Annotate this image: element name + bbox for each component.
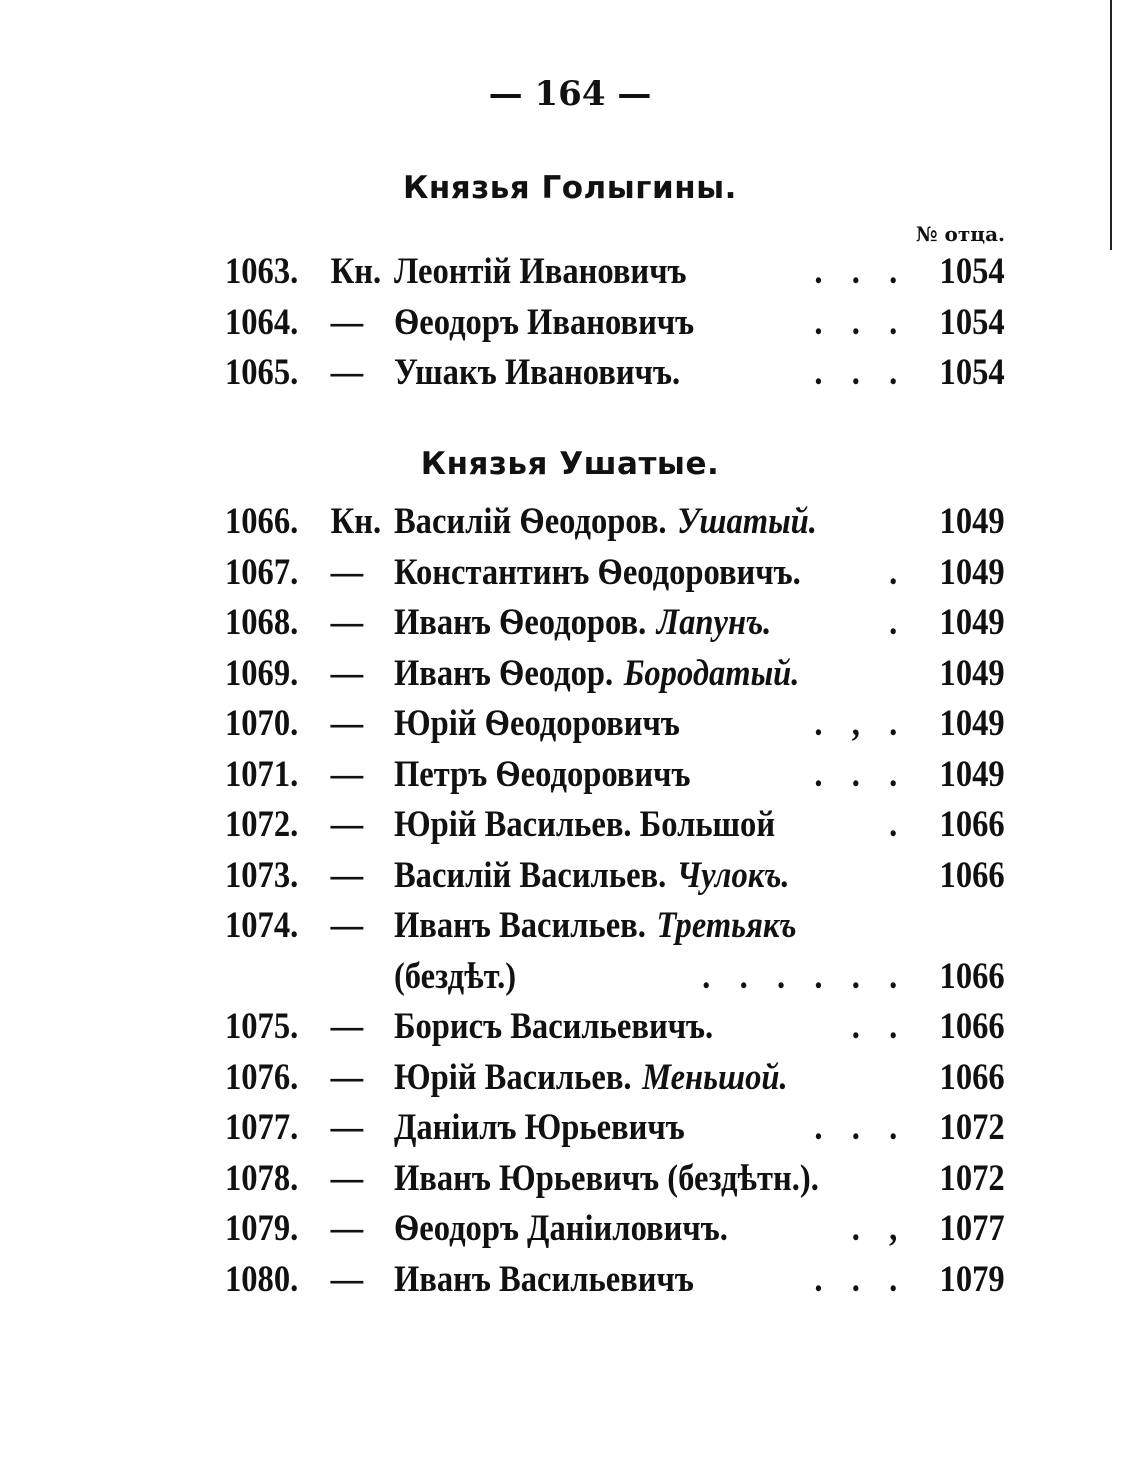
- entry-number: 1064.: [225, 301, 299, 343]
- column-header-father-number: № отца.: [915, 222, 1005, 246]
- entry-name: (бездѣт.): [393, 955, 517, 997]
- entry-nickname: Чулокъ.: [676, 854, 790, 896]
- entry-father-number: 1079: [939, 1258, 1005, 1300]
- entry-father-number: 1066: [939, 1056, 1005, 1098]
- entry-nickname: Меньшой.: [642, 1056, 788, 1098]
- entry-name: Юрій Васильев.: [393, 1056, 632, 1098]
- entry-name: Василій Васильев.: [393, 854, 667, 896]
- entry-father-number: 1054: [939, 352, 1005, 393]
- entry-name: Ѳеодоръ Ивановичъ: [393, 301, 695, 343]
- entry-row: [225, 1056, 1005, 1107]
- entry-father-number: 1049: [939, 501, 1005, 542]
- entry-row: [225, 551, 1005, 602]
- entry-number: 1071.: [225, 753, 299, 795]
- entry-row: [225, 500, 1005, 551]
- entry-name: Иванъ Юрьевичъ (бездѣтн.).: [393, 1157, 819, 1199]
- entry-prefix: —: [330, 551, 364, 593]
- entry-row: [225, 1157, 1005, 1208]
- entry-row: [225, 702, 1005, 753]
- entry-number: 1068.: [225, 602, 299, 643]
- entry-nickname: Бородатый.: [623, 652, 800, 694]
- section-title-golygin: Князья Голыгины.: [403, 170, 737, 206]
- entry-leader-dots: . . .: [814, 1258, 908, 1300]
- entry-prefix: —: [330, 1107, 364, 1148]
- entry-row: [225, 1207, 1005, 1258]
- entry-prefix: —: [330, 602, 364, 643]
- entry-name: Иванъ Васильевичъ: [393, 1258, 694, 1300]
- entry-prefix: —: [330, 703, 364, 744]
- entry-prefix: —: [330, 804, 364, 845]
- entry-list-golygin: [225, 250, 1005, 402]
- entry-father-number: 1072: [939, 1107, 1005, 1148]
- entry-prefix: —: [330, 1157, 364, 1199]
- entry-prefix: —: [330, 1006, 364, 1047]
- entry-name: Даніилъ Юрьевичъ: [393, 1107, 685, 1148]
- entry-prefix: —: [330, 301, 364, 343]
- entry-name: Иванъ Ѳеодор.: [393, 652, 614, 694]
- entry-leader-dots: . . .: [814, 1107, 908, 1148]
- entry-name: Петръ Ѳеодоровичъ: [393, 753, 691, 795]
- entry-row: [225, 250, 1005, 301]
- entry-leader-dots: . . . . . .: [702, 955, 908, 997]
- entry-prefix: —: [330, 1056, 364, 1098]
- entry-row: [225, 1005, 1005, 1056]
- entry-leader-dots: . , .: [814, 703, 908, 744]
- entry-name: Константинъ Ѳеодоровичъ.: [393, 551, 801, 593]
- entry-father-number: 1077: [939, 1208, 1005, 1249]
- entry-leader-dots: .: [889, 804, 908, 845]
- entry-father-number: 1049: [939, 551, 1005, 593]
- entry-number: 1079.: [225, 1208, 299, 1249]
- entry-prefix: —: [330, 905, 364, 946]
- entry-number: 1076.: [225, 1056, 299, 1098]
- entry-row: [225, 904, 1005, 955]
- entry-number: 1065.: [225, 352, 299, 393]
- entry-row: [225, 652, 1005, 703]
- entry-name: Иванъ Ѳеодоров.: [393, 602, 647, 643]
- entry-prefix: —: [330, 352, 364, 393]
- entry-name: Леонтій Ивановичъ: [393, 251, 687, 292]
- entry-prefix: —: [330, 753, 364, 795]
- section-title-ushatye: Князья Ушатые.: [420, 446, 720, 482]
- entry-number: 1063.: [225, 251, 299, 292]
- entry-prefix: —: [330, 854, 364, 896]
- entry-row: [225, 803, 1005, 854]
- entry-leader-dots: . . .: [814, 753, 908, 795]
- entry-row: [225, 955, 1005, 1006]
- entry-nickname: Лапунъ.: [656, 602, 772, 643]
- entry-leader-dots: . . .: [814, 251, 908, 292]
- entry-row: [225, 301, 1005, 352]
- entry-number: 1075.: [225, 1006, 299, 1047]
- page-number: — 164 —: [488, 74, 652, 114]
- entry-prefix: Кн.: [330, 501, 382, 542]
- entry-number: 1072.: [225, 804, 299, 845]
- entry-name: Иванъ Васильев.: [393, 905, 646, 946]
- entry-father-number: 1049: [939, 602, 1005, 643]
- entry-number: 1067.: [225, 551, 299, 593]
- entry-leader-dots: .: [889, 602, 908, 643]
- entry-name: Борисъ Васильевичъ.: [393, 1006, 714, 1047]
- entry-name: Василій Ѳеодоров.: [393, 501, 667, 542]
- entry-row: [225, 1258, 1005, 1309]
- entry-father-number: 1054: [939, 251, 1005, 292]
- entry-nickname: Третьякъ: [656, 905, 797, 946]
- entry-leader-dots: . . .: [814, 301, 908, 343]
- entry-row: [225, 753, 1005, 804]
- entry-prefix: —: [330, 1258, 364, 1300]
- entry-leader-dots: . . .: [814, 352, 908, 393]
- entry-leader-dots: . ,: [851, 1208, 908, 1249]
- entry-leader-dots: . .: [851, 1006, 908, 1047]
- entry-father-number: 1066: [939, 1006, 1005, 1047]
- entry-number: 1080.: [225, 1258, 299, 1300]
- entry-list-ushatye: [225, 500, 1005, 1308]
- entry-row: [225, 601, 1005, 652]
- entry-prefix: Кн.: [330, 251, 382, 292]
- entry-father-number: 1054: [939, 301, 1005, 343]
- entry-prefix: —: [330, 652, 364, 694]
- entry-number: 1073.: [225, 854, 299, 896]
- entry-name: Юрій Васильев. Большой: [393, 804, 776, 845]
- entry-nickname: Ушатый.: [677, 501, 817, 542]
- entry-prefix: —: [330, 1208, 364, 1249]
- entry-father-number: 1049: [939, 652, 1005, 694]
- entry-number: 1066.: [225, 501, 299, 542]
- entry-father-number: 1049: [939, 703, 1005, 744]
- entry-father-number: 1066: [939, 854, 1005, 896]
- entry-name: Ѳеодоръ Даніиловичъ.: [393, 1208, 728, 1249]
- entry-name: Юрій Ѳеодоровичъ: [393, 703, 680, 744]
- entry-number: 1077.: [225, 1107, 299, 1148]
- entry-row: [225, 854, 1005, 905]
- entry-father-number: 1066: [939, 955, 1005, 997]
- entry-number: 1070.: [225, 703, 299, 744]
- entry-row: [225, 351, 1005, 402]
- entry-father-number: 1072: [939, 1157, 1005, 1199]
- entry-father-number: 1066: [939, 804, 1005, 845]
- page-edge-line: [1110, 0, 1112, 250]
- entry-number: 1074.: [225, 905, 299, 946]
- entry-leader-dots: .: [889, 551, 908, 593]
- entry-number: 1069.: [225, 652, 299, 694]
- entry-name: Ушакъ Ивановичъ.: [393, 352, 681, 393]
- entry-row: [225, 1106, 1005, 1157]
- entry-number: 1078.: [225, 1157, 299, 1199]
- entry-father-number: 1049: [939, 753, 1005, 795]
